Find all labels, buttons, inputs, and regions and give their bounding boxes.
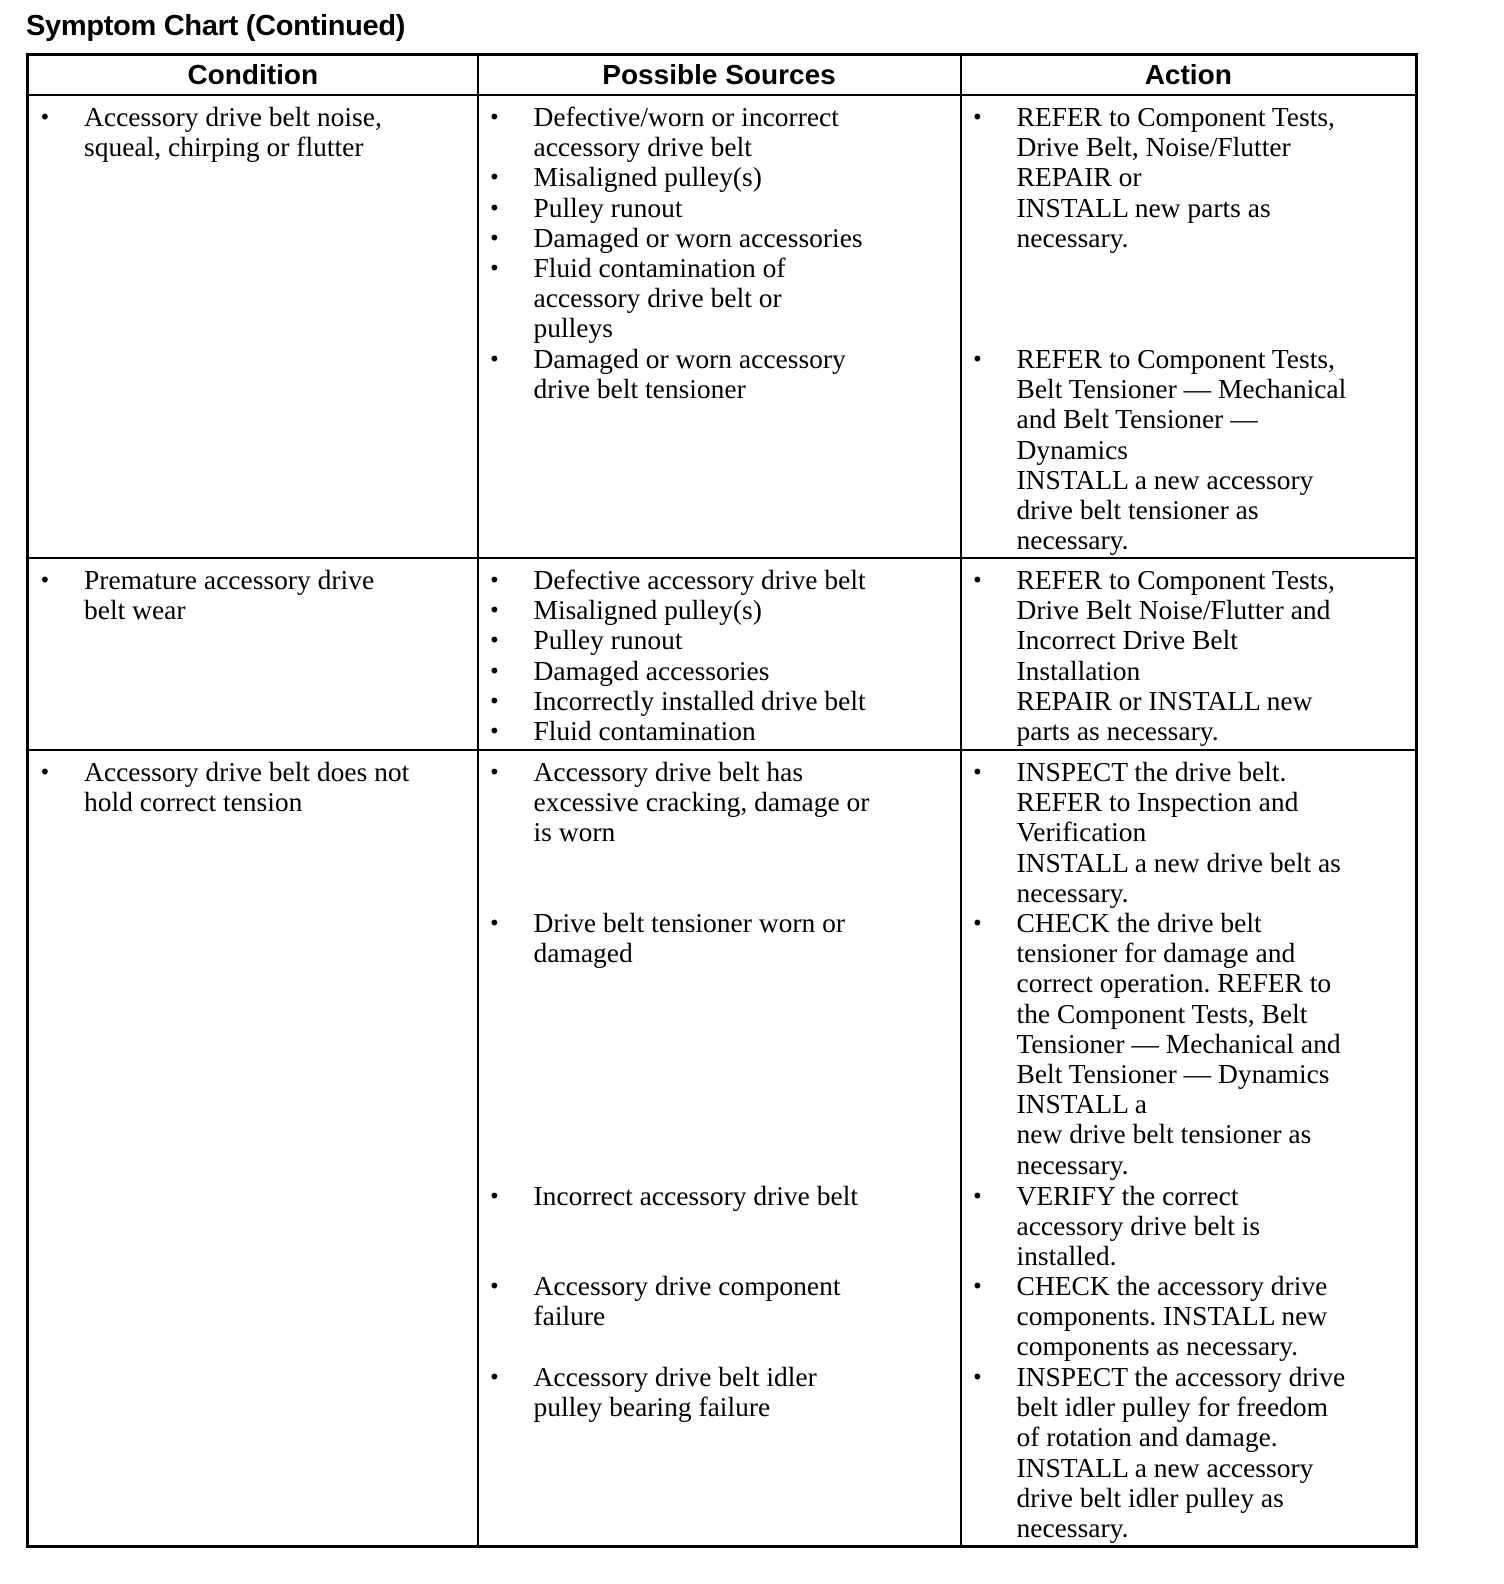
condition-text: Premature accessory drive belt wear xyxy=(84,564,375,626)
bullet-icon: • xyxy=(488,659,501,683)
list-item: • Damaged or worn accessory drive belt tensioner xyxy=(488,343,846,405)
action-cell xyxy=(961,95,1417,558)
header-possible-sources: Possible Sources xyxy=(478,55,961,96)
bullet-icon: • xyxy=(488,628,501,652)
list-item: • Misaligned pulley(s) xyxy=(488,594,762,625)
bullet-icon: • xyxy=(488,598,501,622)
list-item: • CHECK the drive belt tensioner for damage and correct operation. REFER to the Component Tests, Belt Tensioner — Mechanical and Belt Tensioner — Dynamics INSTALL a new drive belt tensioner as necessary. xyxy=(971,907,1341,1180)
condition-cell xyxy=(28,750,478,1547)
bullet-icon: • xyxy=(971,1184,984,1208)
action-cell xyxy=(961,558,1417,750)
list-item: • Accessory drive component failure xyxy=(488,1270,841,1332)
bullet-icon: • xyxy=(39,760,51,784)
sources-cell xyxy=(478,750,961,1547)
list-item: • VERIFY the correct accessory drive belt is installed. xyxy=(971,1180,1261,1272)
header-action: Action xyxy=(961,55,1417,96)
list-item: • Damaged accessories xyxy=(488,655,770,686)
bullet-icon: • xyxy=(488,568,501,592)
sources-cell xyxy=(478,95,961,558)
bullet-icon: • xyxy=(488,1274,501,1298)
list-item: • INSPECT the drive belt. REFER to Inspection and Verification INSTALL a new drive belt as necessary. xyxy=(971,756,1341,908)
bullet-icon: • xyxy=(488,256,501,280)
list-item: • Fluid contamination of accessory drive belt or pulleys xyxy=(488,252,786,344)
list-item: • REFER to Component Tests, Belt Tensioner — Mechanical and Belt Tensioner — Dynamics INSTALL a new accessory drive belt tensioner as necessary. xyxy=(971,343,1347,556)
condition-cell xyxy=(28,95,478,558)
bullet-icon: • xyxy=(488,1184,501,1208)
list-item: • Accessory drive belt idler pulley bearing failure xyxy=(488,1361,817,1423)
bullet-icon: • xyxy=(971,1365,984,1389)
symptom-chart-table xyxy=(26,53,1418,1548)
list-item: • Drive belt tensioner worn or damaged xyxy=(488,907,846,969)
list-item: • Defective/worn or incorrect accessory drive belt xyxy=(488,101,839,163)
bullet-icon: • xyxy=(971,347,984,371)
condition-text: Accessory drive belt noise, squeal, chirping or flutter xyxy=(84,101,382,163)
action-cell xyxy=(961,750,1417,1547)
list-item: • Damaged or worn accessories xyxy=(488,222,863,253)
list-item: • INSPECT the accessory drive belt idler pulley for freedom of rotation and damage. INSTALL a new accessory drive belt idler pulley as necessary. xyxy=(971,1361,1346,1544)
header-row xyxy=(28,55,1417,96)
table-row xyxy=(28,558,1417,750)
bullet-icon: • xyxy=(488,165,501,189)
bullet-icon: • xyxy=(488,911,501,935)
page-title: Symptom Chart (Continued) xyxy=(26,10,406,42)
bullet-icon: • xyxy=(39,105,51,129)
list-item: • Fluid contamination xyxy=(488,715,756,746)
list-item: • Misaligned pulley(s) xyxy=(488,161,762,192)
list-item: • CHECK the accessory drive components. INSTALL new components as necessary. xyxy=(971,1270,1328,1362)
bullet-icon: • xyxy=(488,760,501,784)
list-item: • Incorrectly installed drive belt xyxy=(488,685,866,716)
bullet-icon: • xyxy=(488,226,501,250)
list-item: • Accessory drive belt has excessive cracking, damage or is worn xyxy=(488,756,870,848)
bullet-icon: • xyxy=(971,105,984,129)
list-item: • Incorrect accessory drive belt xyxy=(488,1180,858,1211)
list-item: • Pulley runout xyxy=(488,192,683,223)
table-row xyxy=(28,95,1417,558)
bullet-icon: • xyxy=(488,689,501,713)
condition-text: Accessory drive belt does not hold correct tension xyxy=(84,756,410,818)
bullet-icon: • xyxy=(488,719,501,743)
sources-cell xyxy=(478,558,961,750)
list-item xyxy=(29,102,477,162)
bullet-icon: • xyxy=(488,105,501,129)
list-item: • Pulley runout xyxy=(488,624,683,655)
condition-cell xyxy=(28,558,478,750)
table-row xyxy=(28,750,1417,1547)
list-item xyxy=(29,565,477,625)
bullet-icon: • xyxy=(971,1274,984,1298)
bullet-icon: • xyxy=(488,196,501,220)
list-item: • REFER to Component Tests, Drive Belt Noise/Flutter and Incorrect Drive Belt Installation REPAIR or INSTALL new parts as necessary. xyxy=(971,564,1335,747)
bullet-icon: • xyxy=(39,568,51,592)
bullet-icon: • xyxy=(971,760,984,784)
bullet-icon: • xyxy=(488,1365,501,1389)
list-item: • REFER to Component Tests, Drive Belt, Noise/Flutter REPAIR or INSTALL new parts as necessary. xyxy=(971,101,1335,253)
list-item xyxy=(29,757,477,817)
list-item: • Defective accessory drive belt xyxy=(488,564,866,595)
bullet-icon: • xyxy=(971,911,984,935)
header-condition: Condition xyxy=(28,55,478,96)
bullet-icon: • xyxy=(971,568,984,592)
bullet-icon: • xyxy=(488,347,501,371)
